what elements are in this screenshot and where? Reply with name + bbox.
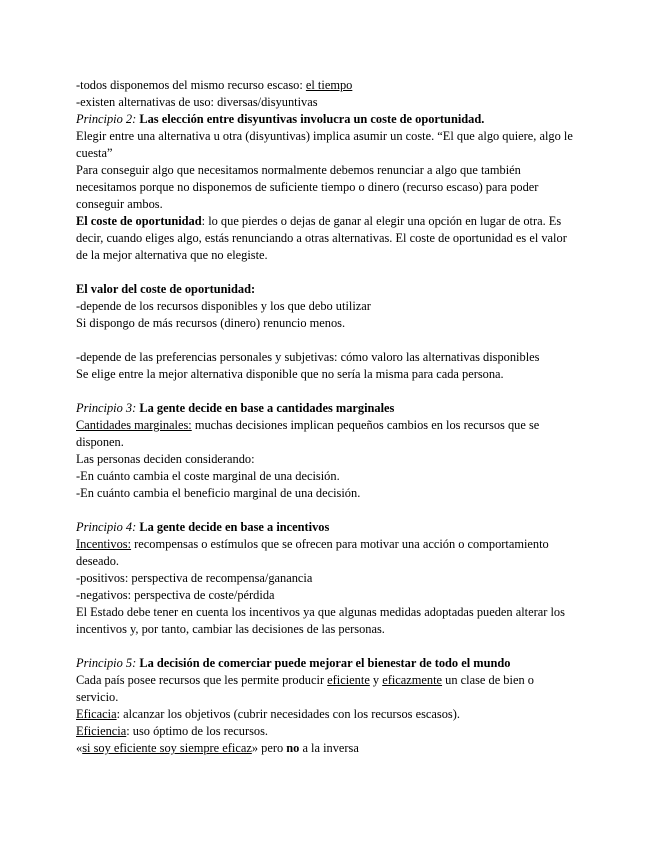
paragraph: Elegir entre una alternativa u otra (disyuntivas) implica asumir un coste. “El que algo quiere, algo le cuesta” xyxy=(76,129,573,160)
definition-text: muchas decisiones implican pequeños cambios en los recursos que se disponen. xyxy=(76,418,540,449)
underlined-text: eficazmente xyxy=(382,673,443,687)
line: -En cuánto cambia el beneficio marginal de una decisión. xyxy=(76,486,361,500)
principle-5-heading xyxy=(76,655,576,672)
definition-eficiencia xyxy=(76,723,576,740)
term: Eficacia xyxy=(76,707,117,721)
line: Se elige entre la mejor alternativa disponible que no sería la misma para cada persona. xyxy=(76,367,504,381)
term: El coste de oportunidad xyxy=(76,214,202,228)
principle-label: Principio 3: xyxy=(76,401,137,415)
definition-eficacia xyxy=(76,706,576,723)
term: Eficiencia xyxy=(76,724,127,738)
underlined-text: el tiempo xyxy=(305,78,353,92)
line: -negativos: perspectiva de coste/pérdida xyxy=(76,588,275,602)
paragraph: Cada país posee recursos que les permite producir eficiente y eficazmente un clase de bien o servicio. xyxy=(76,673,534,704)
line: -depende de las preferencias personales y subjetivas: cómo valoro las alternativas disponibles xyxy=(76,350,540,364)
line: Si dispongo de más recursos (dinero) renuncio menos. xyxy=(76,316,346,330)
definition-text: : alcanzar los objetivos (cubrir necesidades con los recursos escasos). xyxy=(116,707,460,721)
principle-4-heading xyxy=(76,519,576,536)
principle-title: Las elección entre disyuntivas involucra un coste de oportunidad. xyxy=(139,112,485,126)
principle-title: La gente decide en base a incentivos xyxy=(139,520,330,534)
definition-text: : uso óptimo de los recursos. xyxy=(126,724,269,738)
line-tiempo xyxy=(76,77,576,94)
principle-label: Principio 2: xyxy=(76,112,137,126)
line-alternativas: -existen alternativas de uso: diversas/disyuntivas xyxy=(76,95,318,109)
document-page xyxy=(76,77,576,757)
definition-incentivos xyxy=(76,536,576,570)
principle-title: La decisión de comerciar puede mejorar el bienestar de todo el mundo xyxy=(139,656,511,670)
paragraph: El Estado debe tener en cuenta los incentivos ya que algunas medidas adoptadas pueden alterar los incentivos y, por tanto, cambiar las decisiones de las personas. xyxy=(76,605,565,636)
term: Cantidades marginales: xyxy=(76,418,192,432)
paragraph: Para conseguir algo que necesitamos normalmente debemos renunciar a algo que también necesitamos porque no disponemos de suficiente tiempo o dinero (recurso escaso) para poder conseguir ambos. xyxy=(76,163,539,211)
principle-3-heading xyxy=(76,400,576,417)
line: Las personas deciden considerando: xyxy=(76,452,255,466)
definition-coste-oportunidad xyxy=(76,213,576,264)
line: -En cuánto cambia el coste marginal de una decisión. xyxy=(76,469,340,483)
section-title: El valor del coste de oportunidad: xyxy=(76,282,256,296)
term: Incentivos: xyxy=(76,537,132,551)
definition-text: : lo que pierdes o dejas de ganar al elegir una opción en lugar de otra. Es decir, cuando eliges algo, estás renunciando a otras alternativas. El coste de oportunidad es el valor de la mejor alternativa que no elegiste. xyxy=(76,214,567,262)
definition-text: recompensas o estímulos que se ofrecen para motivar una acción o comportamiento deseado. xyxy=(76,537,549,568)
principle-title: La gente decide en base a cantidades marginales xyxy=(139,401,395,415)
line: -depende de los recursos disponibles y los que debo utilizar xyxy=(76,299,371,313)
quote-line: «si soy eficiente soy siempre eficaz» pero no a la inversa xyxy=(76,741,359,755)
principle-2-heading xyxy=(76,111,576,128)
principle-label: Principio 5: xyxy=(76,656,137,670)
underlined-quote: si soy eficiente soy siempre eficaz xyxy=(82,741,252,755)
principle-label: Principio 4: xyxy=(76,520,137,534)
line: -positivos: perspectiva de recompensa/ganancia xyxy=(76,571,313,585)
definition-marginales xyxy=(76,417,576,451)
underlined-text: eficiente xyxy=(327,673,370,687)
text: -todos disponemos del mismo recurso escaso: xyxy=(76,78,306,92)
